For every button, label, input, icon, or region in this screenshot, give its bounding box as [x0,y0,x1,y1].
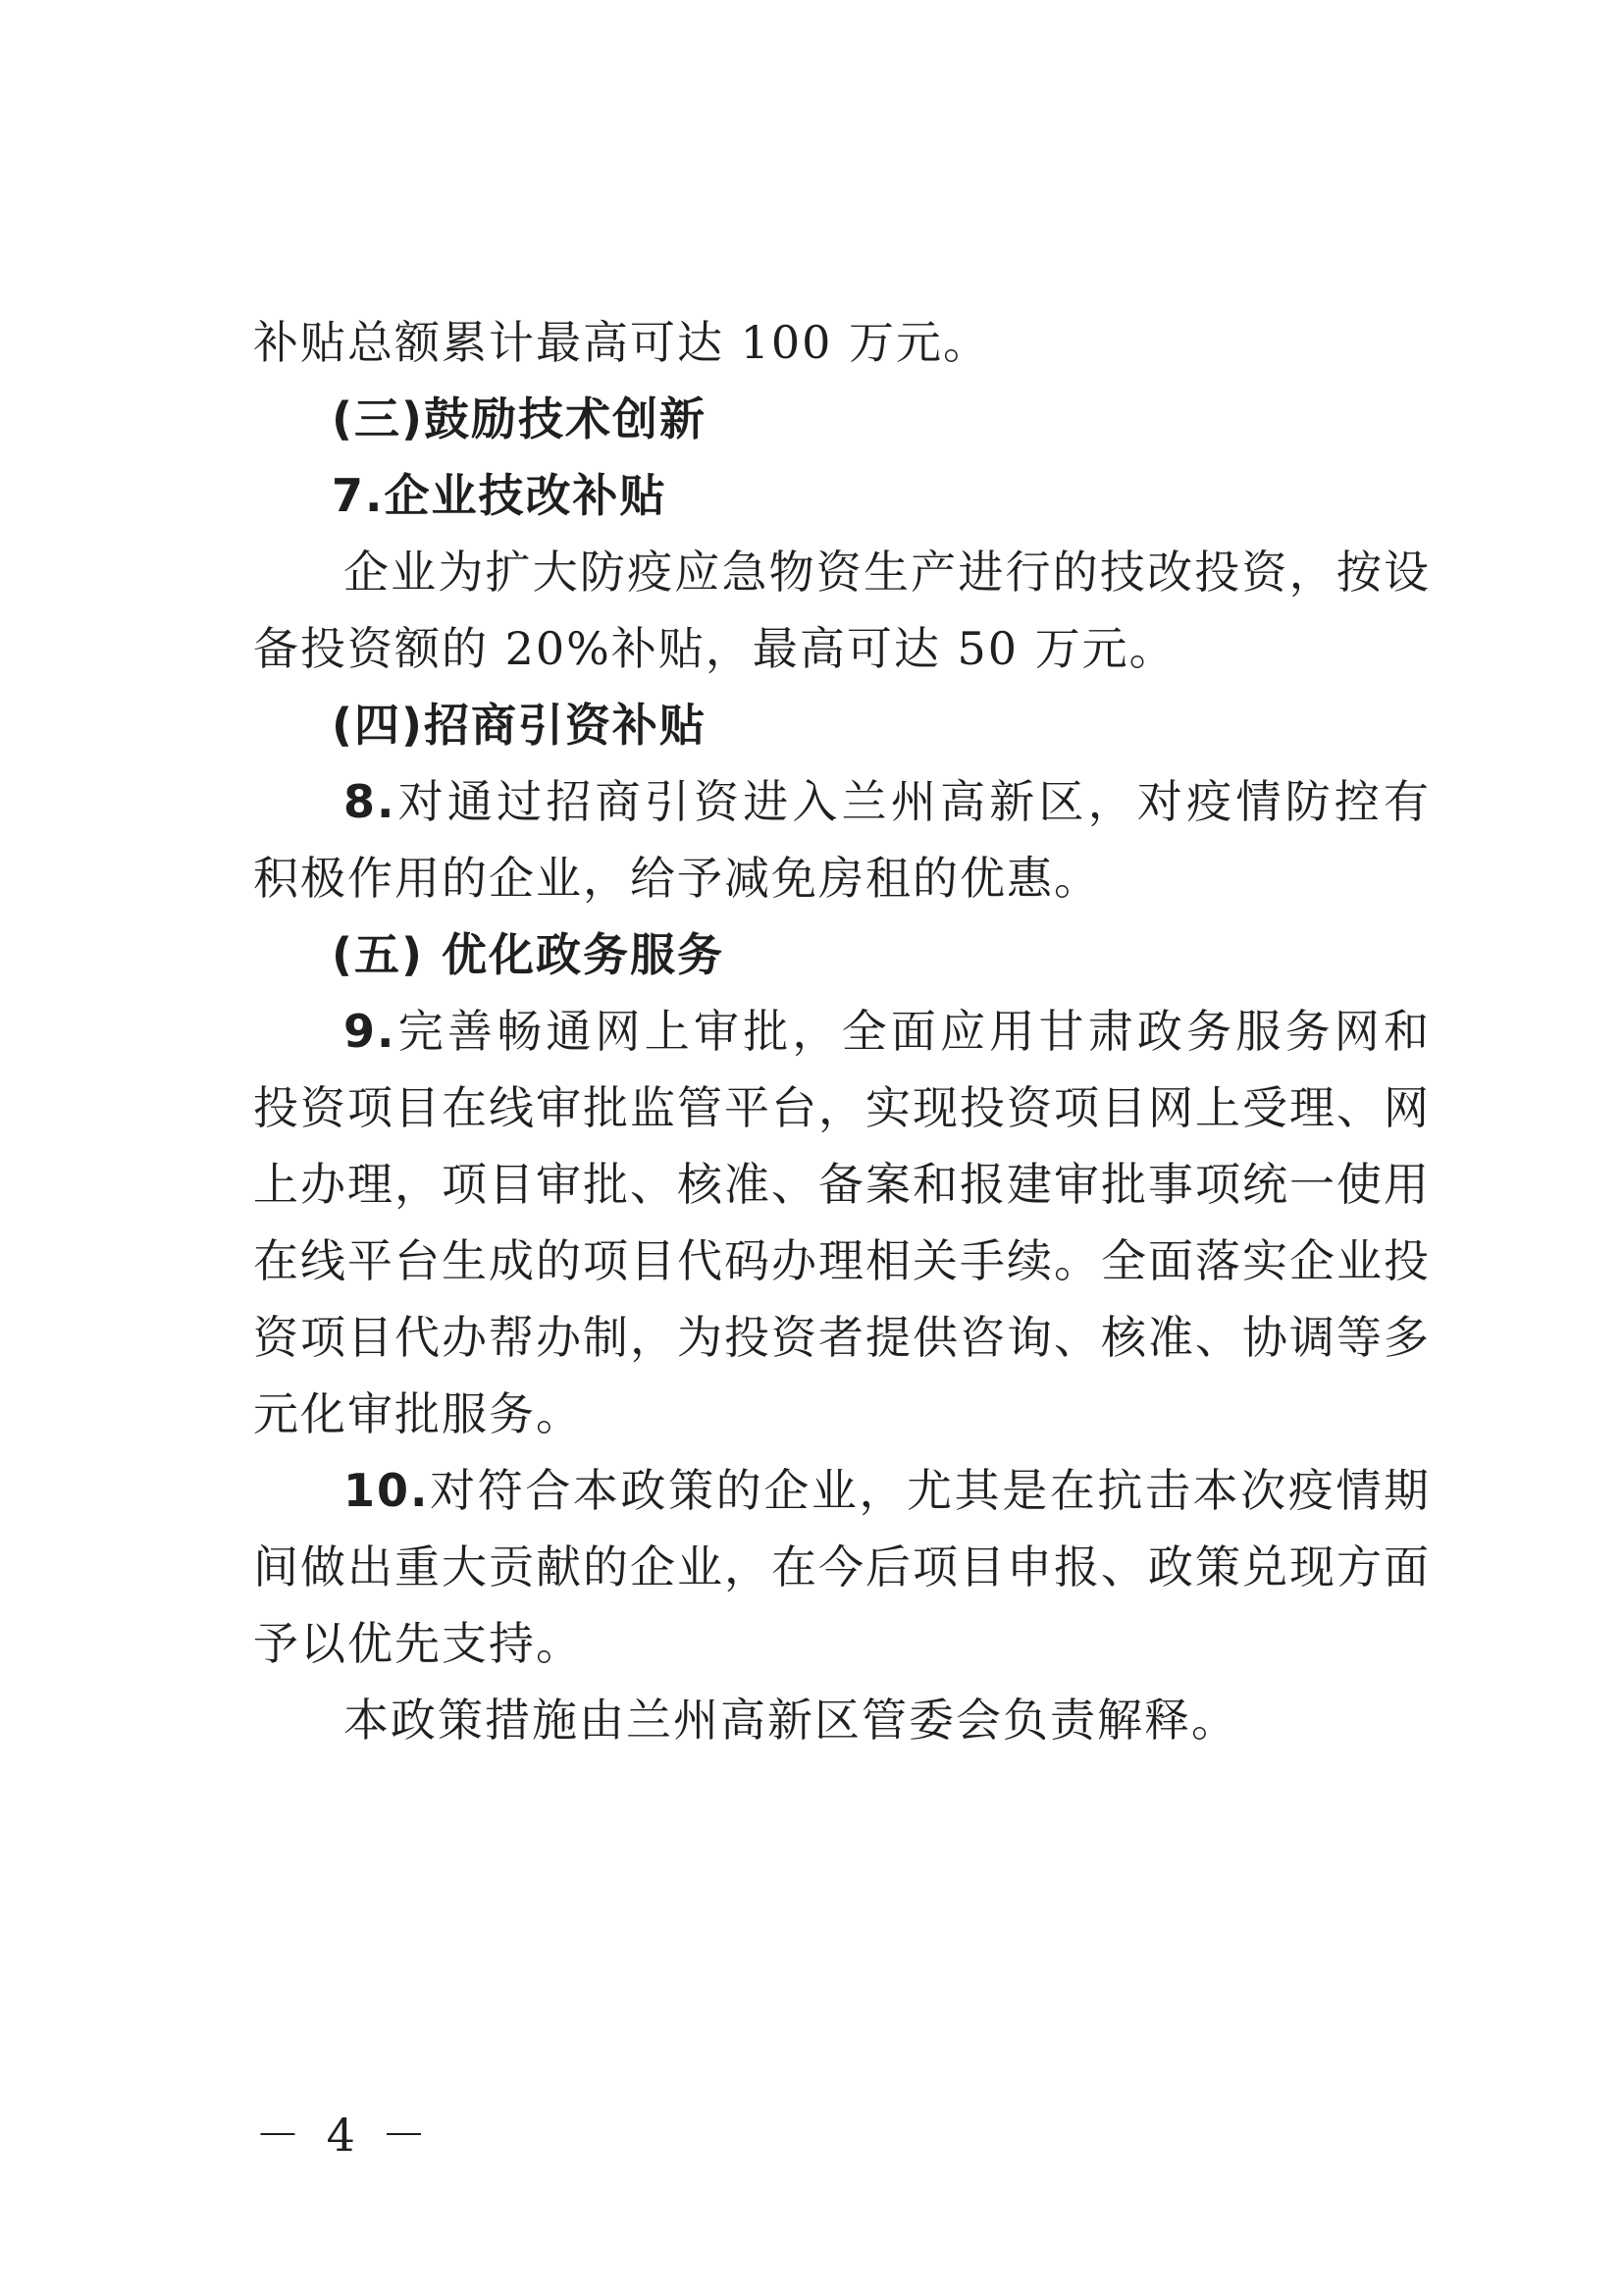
item-9-number: 9. [343,1005,396,1058]
item-8-paragraph [253,763,1431,916]
section-5-heading: (五) 优化政务服务 [332,928,725,981]
closing-paragraph: 本政策措施由兰州高新区管委会负责解释。 [343,1694,1238,1747]
continuation-paragraph: 补贴总额累计最高可达 100 万元。 [253,316,991,369]
item-8-number: 8. [343,775,396,828]
item-10-number: 10. [343,1464,430,1517]
page-number: － 4 － [255,2109,433,2162]
item-10-text: 对符合本政策的企业，尤其是在抗击本次疫情期间做出重大贡献的企业，在今后项目申报、政策兑现方面予以优先支持。 [253,1464,1431,1670]
item-9-paragraph [253,993,1431,1452]
item-9-text: 完善畅通网上审批，全面应用甘肃政务服务网和投资项目在线审批监管平台，实现投资项目网上受理、网上办理，项目审批、核准、备案和报建审批事项统一使用在线平台生成的项目代码办理相关手续。全面落实企业投资项目代办帮办制，为投资者提供咨询、核准、协调等多元化审批服务。 [253,1005,1431,1440]
item-10-paragraph [253,1452,1431,1682]
item-7-heading: 7.企业技改补贴 [332,469,667,522]
item-7-paragraph: 企业为扩大防疫应急物资生产进行的技改投资，按设备投资额的 20%补贴，最高可达 50 万元。 [253,546,1431,675]
section-3-heading: (三)鼓励技术创新 [332,392,707,445]
item-8-text: 对通过招商引资进入兰州高新区，对疫情防控有积极作用的企业，给予减免房租的优惠。 [253,775,1431,905]
section-4-heading: (四)招商引资补贴 [332,699,707,752]
document-body [253,304,1431,1758]
